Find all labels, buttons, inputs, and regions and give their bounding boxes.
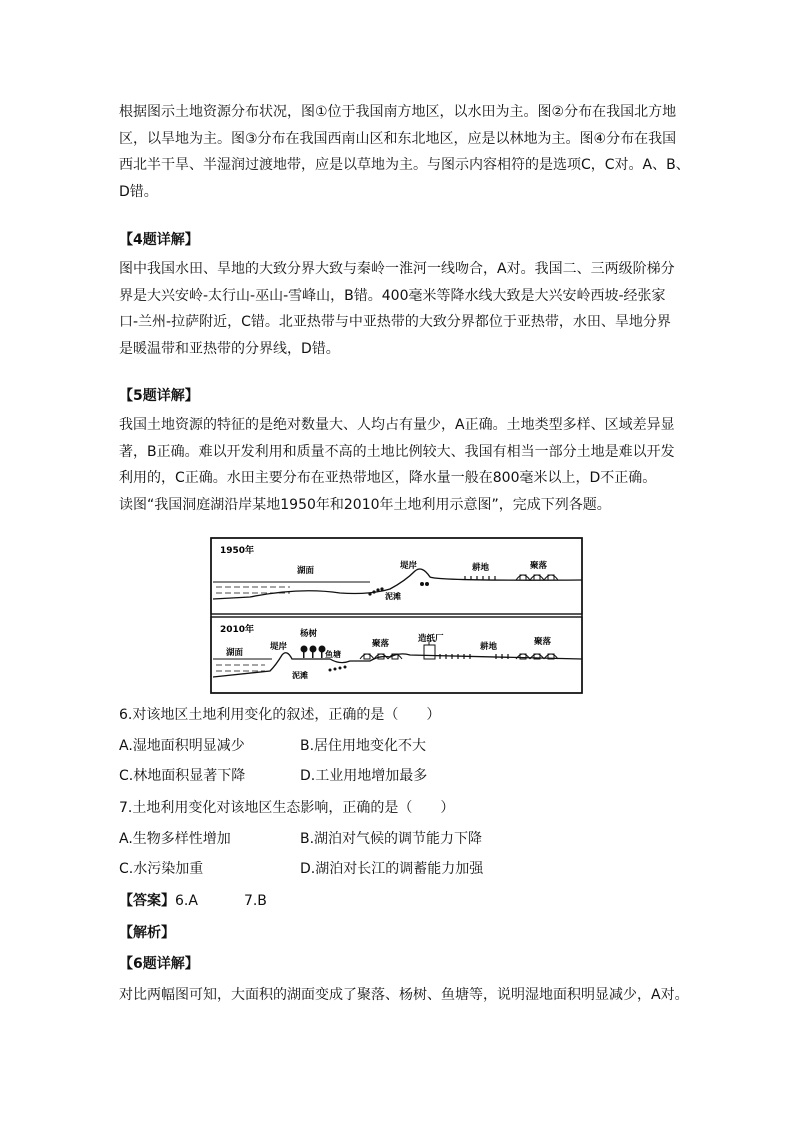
figure-frame (211, 538, 582, 693)
paragraph-line: 读图“我国洞庭湖沿岸某地1950年和2010年土地利用示意图”，完成下列各题。 (119, 496, 611, 513)
question-6-stem: 6.对该地区土地利用变化的叙述，正确的是（ ） (119, 707, 441, 723)
heading-q5-explanation: 【5题详解】 (119, 388, 199, 404)
question-7-option-b[interactable]: B.湖泊对气候的调节能力下降 (300, 831, 483, 847)
paragraph-line: 图中我国水田、旱地的大致分界大致与秦岭一淮河一线吻合，A对。我国二、三两级阶梯分 (119, 261, 675, 277)
label-mud-1950: 泥滩 (385, 592, 401, 601)
answer-6: 6.A (175, 893, 198, 909)
question-6-option-b[interactable]: B.居住用地变化不大 (300, 738, 427, 754)
paragraph-line: 我国土地资源的特征的是绝对数量大、人均占有量少，A正确。土地类型多样、区域差异显 (119, 417, 675, 433)
heading-q6-explanation: 【6题详解】 (119, 956, 199, 972)
label-poplar-2010: 杨树 (300, 629, 318, 639)
paragraph-line: 根据图示土地资源分布状况，图①位于我国南方地区，以水田为主。图②分布在我国北方地 (119, 104, 677, 120)
question-7-stem: 7.土地利用变化对该地区生态影响，正确的是（ ） (119, 800, 455, 816)
label-village-1950: 聚落 (530, 561, 548, 571)
heading-q4-explanation: 【4题详解】 (119, 232, 199, 248)
label-levee-2010: 堤岸 (270, 642, 288, 652)
label-lake-1950: 湖面 (297, 566, 315, 576)
paragraph-line: 口-兰州-拉萨附近，C错。北亚热带与中亚热带的大致分界都位于亚热带，水田、旱地分界 (119, 314, 671, 330)
question-7-option-a[interactable]: A.生物多样性增加 (119, 831, 231, 847)
label-farmland-1950: 耕地 (472, 563, 490, 573)
question-6-option-c[interactable]: C.林地面积显著下降 (119, 768, 246, 784)
paragraph-line: 是暖温带和亚热带的分界线，D错。 (119, 340, 340, 357)
question-6-option-a[interactable]: A.湿地面积明显减少 (119, 738, 245, 754)
paragraph-line: D错。 (119, 183, 158, 200)
label-levee-1950: 堤岸 (400, 561, 418, 571)
question-7-option-d[interactable]: D.湖泊对长江的调蓄能力加强 (300, 861, 484, 877)
answer-7: 7.B (243, 893, 267, 909)
answer-label: 【答案】 (119, 893, 175, 909)
analysis-heading: 【解析】 (119, 925, 175, 941)
answer-line (119, 890, 267, 910)
paragraph-line: 区，以旱地为主。图③分布在我国西南山区和东北地区，应是以林地为主。图④分布在我国 (119, 130, 677, 147)
paragraph-q4 (119, 256, 681, 362)
panel-2010-year: 2010年 (220, 625, 255, 635)
question-6-option-d[interactable]: D.工业用地增加最多 (300, 768, 428, 784)
panel-1950-year: 1950年 (220, 546, 255, 556)
paragraph-line: 西北半干旱、半湿润过渡地带，应是以草地为主。与图示内容相符的是选项C，C对。A、B、 (119, 157, 690, 173)
label-village2-2010: 聚落 (534, 637, 552, 647)
paragraph-line: 利用的，C正确。水田主要分布在亚热带地区，降水量一般在800毫米以上，D不正确。 (119, 470, 657, 486)
label-farmland-2010: 耕地 (480, 642, 498, 652)
paragraph-1 (119, 99, 690, 205)
question-7-option-c[interactable]: C.水污染加重 (119, 861, 204, 877)
poplar-trees-2010 (301, 646, 326, 659)
label-paper-mill-2010: 造纸厂 (418, 634, 444, 644)
land-use-figure (210, 537, 584, 695)
label-mud-2010: 泥滩 (292, 671, 308, 680)
paragraph-q6: 对比两幅图可知，大面积的湖面变成了聚落、杨树、鱼塘等，说明湿地面积明显减少，A对。 (119, 987, 689, 1003)
label-fishpond-2010: 鱼塘 (325, 650, 341, 659)
paragraph-line: 界是大兴安岭-太行山-巫山-雪峰山，B错。400毫米等降水线大致是大兴安岭西坡-经张家 (119, 287, 666, 304)
paragraph-line: 著，B正确。难以开发利用和质量不高的土地比例较大、我国有相当一部分土地是难以开发 (119, 443, 675, 460)
label-lake-2010: 湖面 (226, 648, 244, 658)
label-village1-2010: 聚落 (372, 639, 390, 649)
paragraph-q5 (119, 412, 681, 518)
